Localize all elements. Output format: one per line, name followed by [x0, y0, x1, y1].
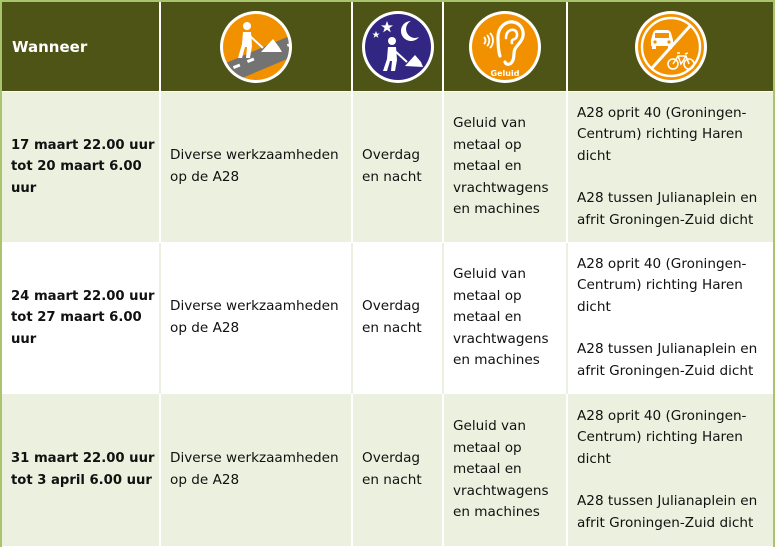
closure-2: A28 tussen Julianaplein en afrit Groningen-Zuid dicht	[577, 190, 758, 228]
closure-spacer	[577, 167, 769, 188]
cell-tijd: Overdag en nacht	[352, 92, 443, 243]
cell-tijd: Overdag en nacht	[352, 394, 443, 547]
cell-geluid: Geluid van metaal op metaal en vrachtwagens en machines	[443, 394, 567, 547]
closure-1: A28 oprit 40 (Groningen-Centrum) richting Haren dicht	[577, 104, 747, 164]
cell-afsluitingen	[567, 243, 773, 394]
noise-icon-label: Geluid	[490, 68, 520, 78]
cell-wanneer: 17 maart 22.00 uur tot 20 maart 6.00 uur	[2, 92, 160, 243]
header-night-works	[352, 2, 443, 92]
table-border-right	[773, 2, 775, 547]
cell-werkzaamheden: Diverse werkzaamheden op de A28	[160, 92, 352, 243]
closure-2: A28 tussen Julianaplein en afrit Groningen-Zuid dicht	[577, 493, 758, 531]
road-works-icon	[219, 10, 293, 84]
cell-afsluitingen	[567, 394, 773, 547]
table-row	[2, 92, 773, 243]
header-noise	[443, 2, 567, 92]
header-road-works	[160, 2, 352, 92]
cell-geluid: Geluid van metaal op metaal en vrachtwagens en machines	[443, 92, 567, 243]
closure-spacer	[577, 470, 769, 491]
cell-geluid: Geluid van metaal op metaal en vrachtwagens en machines	[443, 243, 567, 394]
cell-wanneer: 31 maart 22.00 uur tot 3 april 6.00 uur	[2, 394, 160, 547]
closure-1: A28 oprit 40 (Groningen-Centrum) richting Haren dicht	[577, 407, 747, 467]
header-road-closed	[567, 2, 773, 92]
noise-icon	[468, 10, 542, 84]
works-schedule-table	[2, 2, 773, 547]
cell-werkzaamheden: Diverse werkzaamheden op de A28	[160, 394, 352, 547]
cell-afsluitingen	[567, 92, 773, 243]
night-works-icon	[361, 10, 435, 84]
closure-spacer	[577, 318, 769, 339]
cell-tijd: Overdag en nacht	[352, 243, 443, 394]
table-row	[2, 243, 773, 394]
closure-1: A28 oprit 40 (Groningen-Centrum) richting Haren dicht	[577, 255, 747, 315]
cell-wanneer: 24 maart 22.00 uur tot 27 maart 6.00 uur	[2, 243, 160, 394]
table-row	[2, 394, 773, 547]
header-wanneer: Wanneer	[2, 2, 160, 92]
closure-2: A28 tussen Julianaplein en afrit Groningen-Zuid dicht	[577, 341, 758, 379]
road-closed-icon	[634, 10, 708, 84]
table-header-row	[2, 2, 773, 92]
cell-werkzaamheden: Diverse werkzaamheden op de A28	[160, 243, 352, 394]
